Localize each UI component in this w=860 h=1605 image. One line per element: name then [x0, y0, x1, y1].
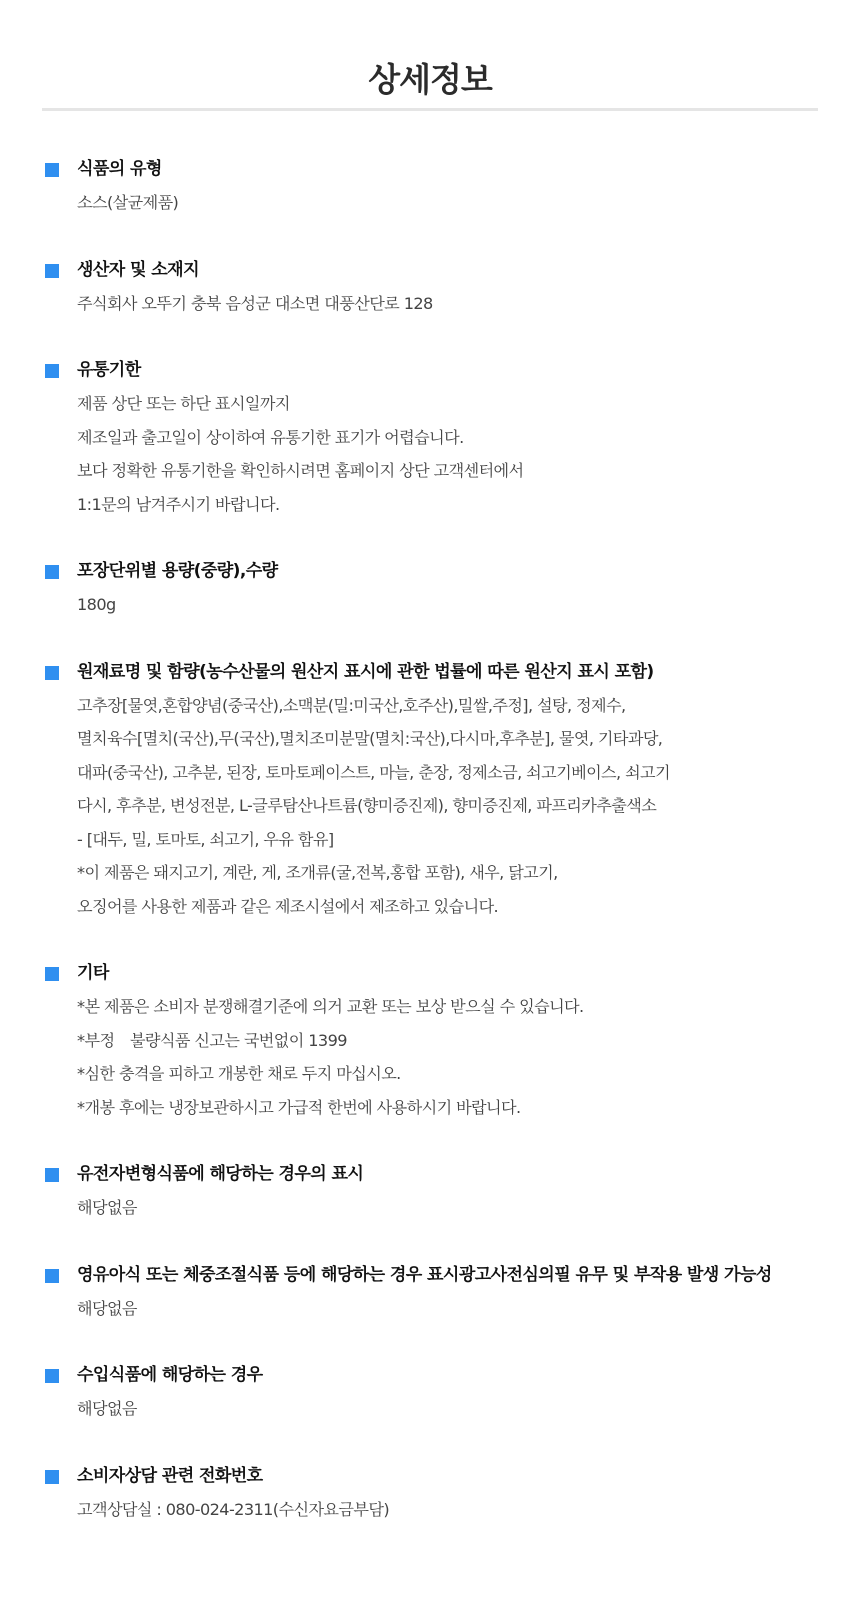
info-section: [0, 1258, 860, 1326]
section-text-line: 해당없음: [77, 1399, 137, 1418]
square-bullet-icon: [45, 967, 59, 981]
square-bullet-icon: [45, 1168, 59, 1182]
section-text-line: 주식회사 오뚜기 충북 음성군 대소면 대풍산단로 128: [77, 293, 433, 313]
page-title: 상세정보: [368, 60, 492, 100]
section-heading: 식품의 유형: [77, 159, 162, 179]
section-heading: 유통기한: [77, 360, 141, 380]
section-text-line: *본 제품은 소비자 분쟁해결기준에 의거 교환 또는 보상 받으실 수 있습니다.: [77, 997, 584, 1016]
section-text-line: 고객상담실 : 080-024-2311(수신자요금부담): [77, 1499, 390, 1519]
section-heading: 소비자상담 관련 전화번호: [77, 1465, 263, 1486]
info-section: [0, 1358, 860, 1426]
section-body: [77, 1292, 860, 1326]
section-text-line: 대파(중국산), 고추분, 된장, 토마토페이스트, 마늘, 춘장, 정제소금, 쇠고기베이스, 쇠고기: [77, 762, 671, 782]
info-section: [0, 152, 860, 220]
section-body: [77, 1493, 860, 1527]
section-text-line: 해당없음: [77, 1298, 137, 1318]
section-heading: 수입식품에 해당하는 경우: [77, 1365, 263, 1385]
detail-sections: [0, 152, 860, 1559]
section-text-line: *이 제품은 돼지고기, 계란, 게, 조개류(굴,전복,홍합 포함), 새우, 닭고기,: [77, 863, 558, 882]
square-bullet-icon: [45, 163, 59, 177]
section-heading: 영유아식 또는 체중조절식품 등에 해당하는 경우 표시광고사전심의필 유무 및 부작용 발생 가능성: [77, 1264, 772, 1285]
info-section: [0, 353, 860, 521]
info-section: [0, 655, 860, 924]
title-divider: [42, 108, 818, 111]
section-text-line: 1:1문의 남겨주시기 바랍니다.: [77, 494, 280, 514]
section-body: [77, 588, 860, 622]
section-text-line: 제조일과 출고일이 상이하여 유통기한 표기가 어렵습니다.: [77, 427, 464, 447]
square-bullet-icon: [45, 364, 59, 378]
section-body: [77, 186, 860, 220]
square-bullet-icon: [45, 264, 59, 278]
square-bullet-icon: [45, 1369, 59, 1383]
info-section: [0, 956, 860, 1124]
square-bullet-icon: [45, 565, 59, 579]
square-bullet-icon: [45, 666, 59, 680]
section-text-line: 고추장[물엿,혼합양념(중국산),소맥분(밀:미국산,호주산),밀쌀,주정], 설탕, 정제수,: [77, 695, 626, 715]
section-text-line: 다시, 후추분, 변성전분, L-글루탐산나트륨(향미증진제), 향미증진제, 파프리카추출색소: [77, 796, 657, 815]
section-text-line: 소스(살균제품): [77, 193, 179, 212]
info-section: [0, 1459, 860, 1527]
section-body: [77, 1392, 860, 1426]
section-body: [77, 1191, 860, 1225]
section-text-line: 보다 정확한 유통기한을 확인하시려면 홈페이지 상단 고객센터에서: [77, 461, 524, 480]
section-heading: 생산자 및 소재지: [77, 259, 199, 280]
info-section: [0, 253, 860, 321]
section-text-line: 오징어를 사용한 제품과 같은 제조시설에서 제조하고 있습니다.: [77, 896, 499, 916]
section-text-line: *부정 불량식품 신고는 국번없이 1399: [77, 1030, 347, 1050]
section-body: [77, 689, 860, 924]
info-section: [0, 1157, 860, 1225]
section-text-line: 멸치육수[멸치(국산),무(국산),멸치조미분말(멸치:국산),다시마,후추분], 물엿, 기타과당,: [77, 729, 663, 748]
section-heading: 기타: [77, 963, 109, 983]
section-text-line: 제품 상단 또는 하단 표시일까지: [77, 394, 290, 413]
section-body: [77, 387, 860, 521]
section-text-line: - [대두, 밀, 토마토, 쇠고기, 우유 함유]: [77, 829, 334, 849]
section-heading: 원재료명 및 함량(농수산물의 원산지 표시에 관한 법률에 따른 원산지 표시 포함): [77, 661, 654, 682]
info-section: [0, 554, 860, 622]
section-text-line: *개봉 후에는 냉장보관하시고 가급적 한번에 사용하시기 바랍니다.: [77, 1097, 521, 1117]
section-heading: 유전자변형식품에 해당하는 경우의 표시: [77, 1164, 364, 1184]
section-text-line: *심한 충격을 피하고 개봉한 채로 두지 마십시오.: [77, 1064, 401, 1083]
section-heading: 포장단위별 용량(중량),수량: [77, 561, 278, 581]
section-body: [77, 990, 860, 1124]
square-bullet-icon: [45, 1269, 59, 1283]
section-body: [77, 287, 860, 321]
square-bullet-icon: [45, 1470, 59, 1484]
section-text-line: 180g: [77, 595, 116, 614]
section-text-line: 해당없음: [77, 1198, 137, 1217]
